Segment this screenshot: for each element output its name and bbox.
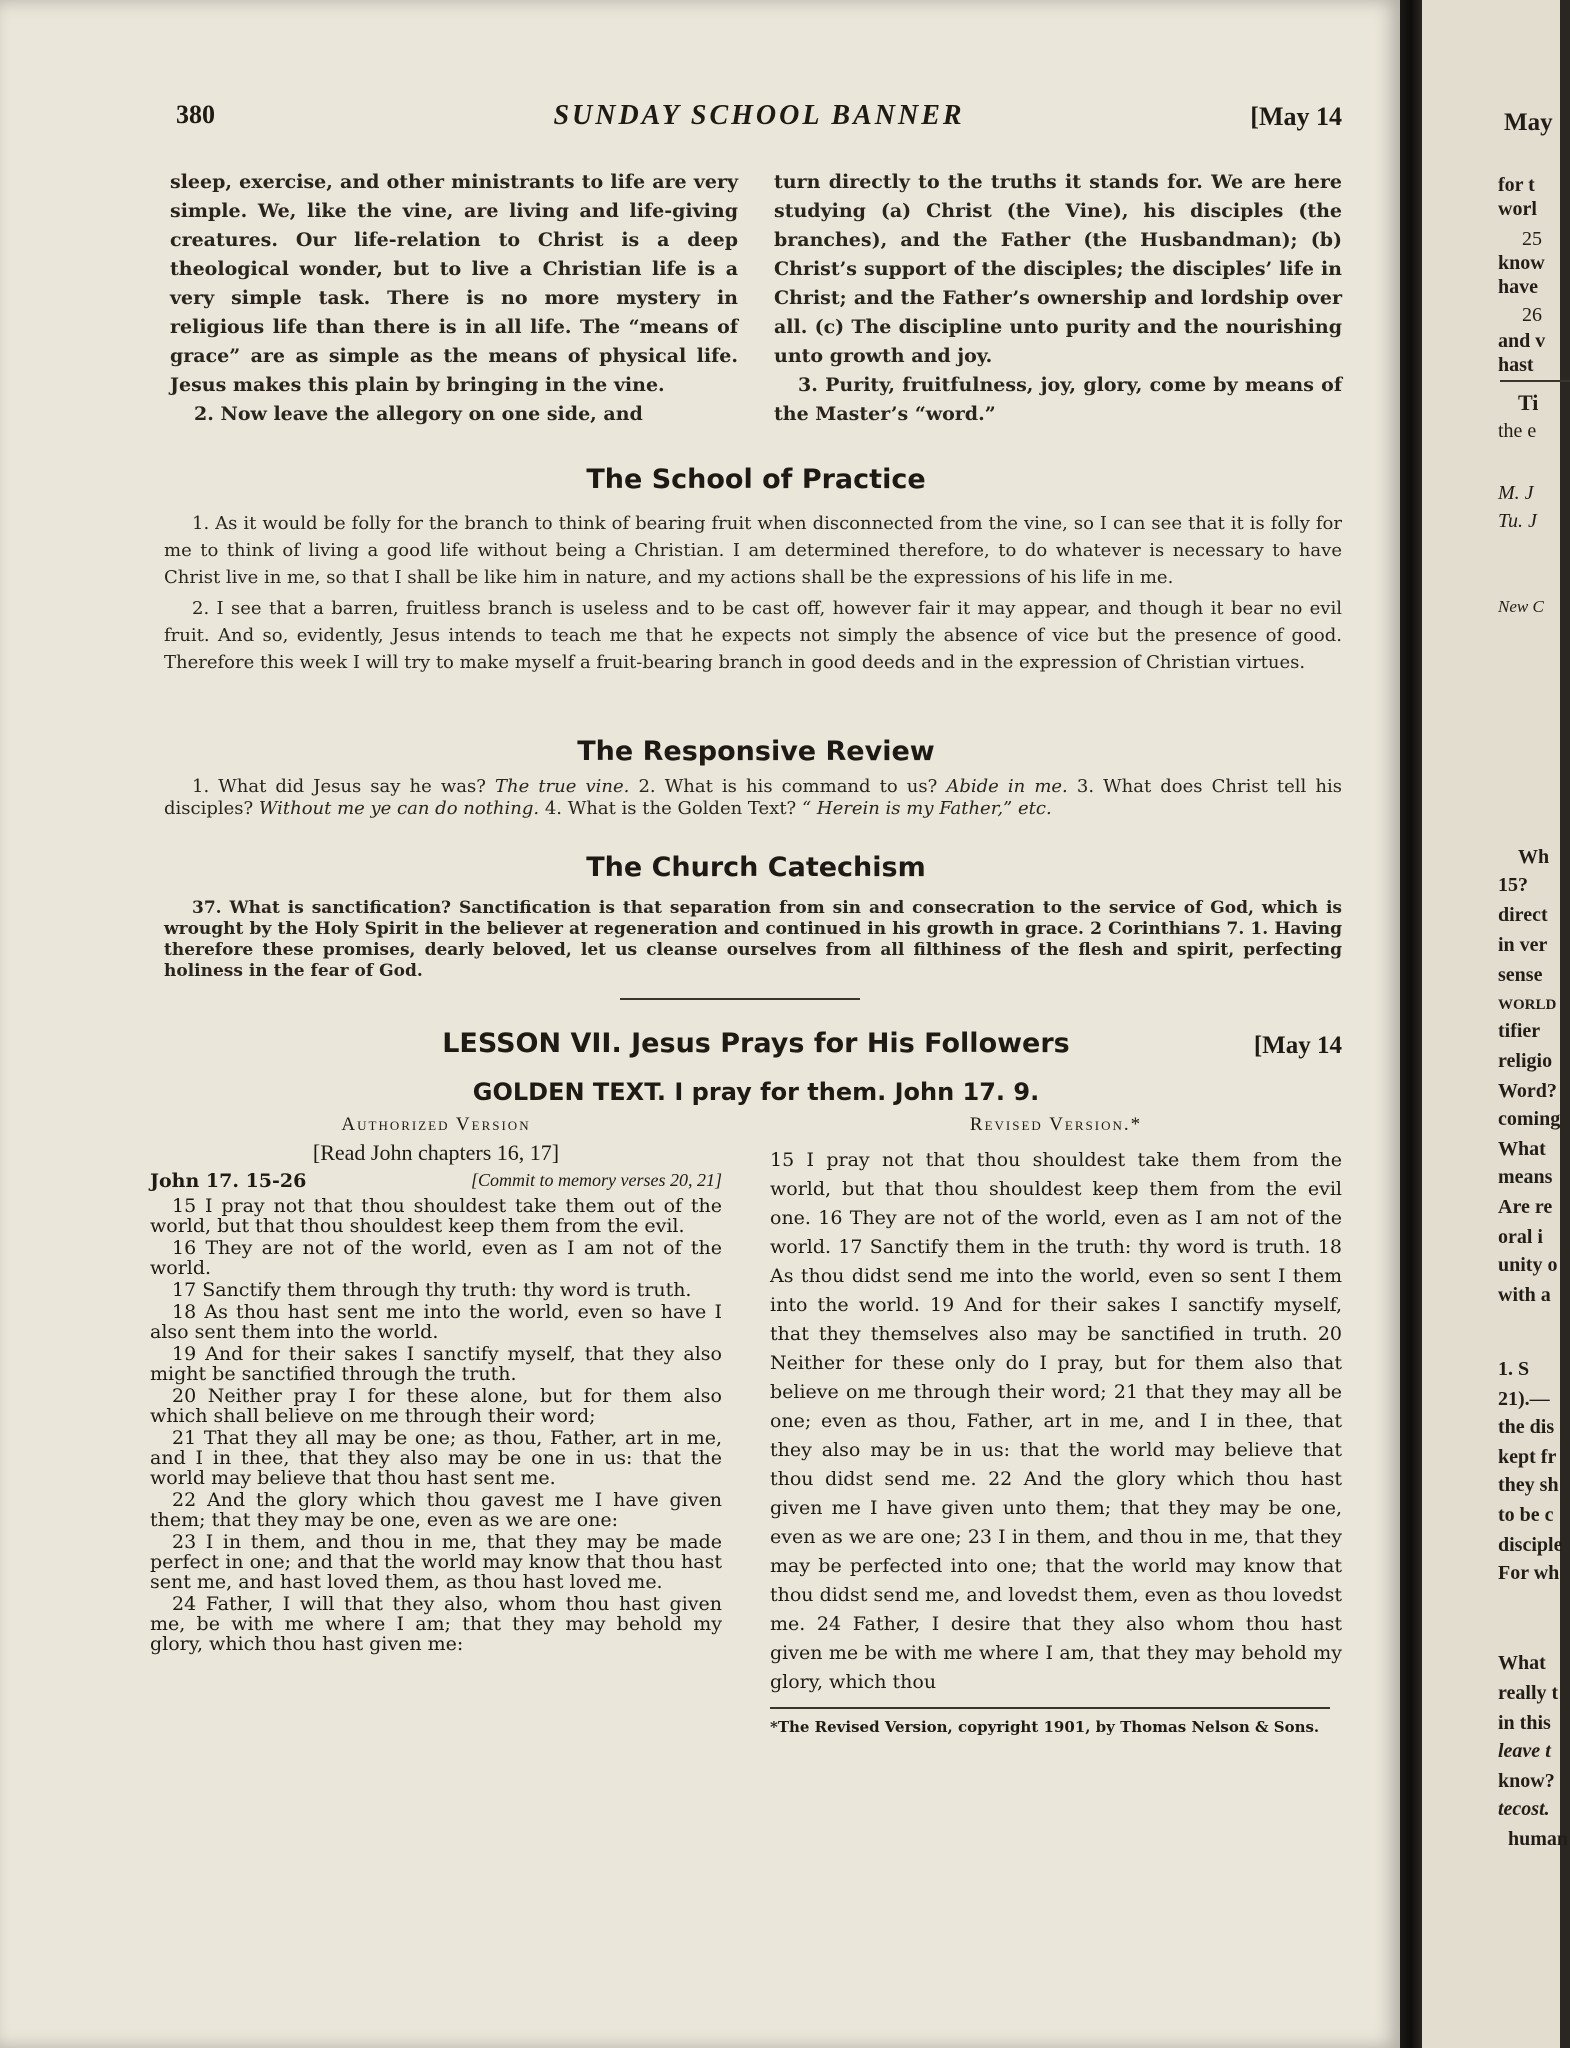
revised-verses: 15 I pray not that thou shouldest take them from the world, but that thou shouldest keep them from the evil one. 16 They are not of the world, even as I am not of the world. 17 Sanctify them in the truth: thy word is truth. 18 As thou didst send me into the world, even so sent I them into the world. 19 And for their sakes I sanctify myself, that they themselves also may be sanctified in truth. 20 Neither for these only do I pray, but for them also that believe on me through their word; 21 that they may all be one; even as thou, Father, art in me, and I in thee, that they also may be in us: that the world may believe that thou didst send me. 22 And the glory which thou hast given me I have given unto them; that they may be one, even as we are one; 23 I in them, and thou in me, that they may be perfected into one; that the world may know that thou didst send me, and lovedst them, even as thou lovedst me. 24 Father, I desire that they also whom thou hast given me be with me where I am, that they may behold my glory, which thou xyxy=(770,1149,1342,1693)
review-answer: Abide in me. xyxy=(946,776,1068,797)
verse: 18 As thou hast sent me into the world, even so have I also sent them into the world. xyxy=(150,1301,722,1343)
church-catechism-heading: The Church Catechism xyxy=(586,852,926,883)
revised-version-heading: Revised Version.* xyxy=(969,1114,1143,1135)
facing-fragment: the e xyxy=(1498,420,1537,442)
responsive-review-body xyxy=(164,776,1342,820)
responsive-review-heading: The Responsive Review xyxy=(577,736,935,767)
header-date: [May 14 xyxy=(1250,102,1342,131)
facing-fragment: know xyxy=(1498,252,1545,274)
facing-fragment: direct xyxy=(1498,904,1548,926)
authorized-version-column xyxy=(150,1114,722,1737)
facing-fragment: What xyxy=(1498,1652,1546,1674)
verse: 24 Father, I will that they also, whom thou hast given me, be with me where I am; that they may behold my glory, which thou hast given me: xyxy=(150,1593,722,1655)
church-catechism-body xyxy=(164,898,1342,982)
facing-rule xyxy=(1500,380,1570,382)
scripture-reference: John 17. 15-26 xyxy=(150,1170,307,1192)
memory-verses: [Commit to memory verses 20, 21] xyxy=(471,1170,722,1190)
facing-fragment: religio xyxy=(1498,1050,1553,1072)
reading-assignment: [Read John chapters 16, 17] xyxy=(312,1140,560,1165)
facing-fragment: 15? xyxy=(1498,874,1528,896)
catechism-text: 37. What is sanctification? Sanctification is that separation from sin and consecration to the service of God, which is wrought by the Holy Spirit in the believer at regeneration and continued in his growth in grace. 2 Corinthians 7. 1. Having therefore these promises, dearly beloved, let us cleanse ourselves from all filthiness of the flesh and spirit, perfecting holiness in the fear of God. xyxy=(164,898,1342,981)
facing-fragment: sense xyxy=(1498,964,1543,986)
facing-fragment: Wh xyxy=(1518,846,1550,868)
facing-fragment: in ver xyxy=(1498,934,1548,956)
authorized-verses xyxy=(150,1196,722,1654)
intro-left-paragraph: 2. Now leave the allegory on one side, and xyxy=(194,403,643,425)
facing-fragment: they sh xyxy=(1498,1474,1559,1496)
practice-paragraph: 2. I see that a barren, fruitless branch is useless and to be cast off, however fair it may appear, and though it bear no evil fruit. And so, evidently, Jesus intends to teach me that he expects not simply the absence of vice but the presence of good. Therefore this week I will try to make myself a fruit-bearing branch in good deeds and in the expression of Christian virtues. xyxy=(164,598,1342,673)
verse: 17 Sanctify them through thy truth: thy word is truth. xyxy=(172,1279,692,1301)
facing-fragment: human xyxy=(1508,1828,1569,1850)
facing-fragment: Word? xyxy=(1498,1080,1557,1102)
facing-fragment: Are re xyxy=(1498,1196,1553,1218)
intro-columns xyxy=(170,168,1342,429)
facing-fragment: and v xyxy=(1498,330,1546,352)
review-answer: The true vine. xyxy=(494,776,630,797)
facing-fragment: 26 xyxy=(1522,304,1542,326)
verse: 20 Neither pray I for these alone, but for them also which shall believe on me through their word; xyxy=(150,1385,722,1427)
page-header xyxy=(176,100,1342,140)
facing-fragment: tecost. xyxy=(1498,1798,1550,1820)
verse: 23 I in them, and thou in me, that they may be made perfect in one; and that the world may know that thou hast sent me, and hast loved them, as thou hast loved me. xyxy=(150,1531,722,1593)
authorized-version-heading: Authorized Version xyxy=(341,1114,531,1135)
review-question: 3. What does Christ tell his disciples? xyxy=(164,776,1342,819)
page-number: 380 xyxy=(176,100,215,129)
facing-fragment: means xyxy=(1498,1166,1553,1188)
review-question: 4. What is the Golden Text? xyxy=(544,798,797,819)
facing-fragment: Tu. J xyxy=(1498,510,1537,532)
facing-fragment: tifier xyxy=(1498,1020,1541,1042)
running-title: SUNDAY SCHOOL BANNER xyxy=(553,100,965,131)
verse: 15 I pray not that thou shouldest take them out of the world, but that thou shouldest keep them from the evil. xyxy=(150,1195,722,1237)
facing-fragment: have xyxy=(1498,276,1538,298)
intro-left-column xyxy=(170,168,738,429)
facing-fragment: with a xyxy=(1498,1284,1551,1306)
facing-fragment: 1. S xyxy=(1498,1358,1530,1380)
facing-fragment: the dis xyxy=(1498,1416,1555,1438)
review-question: 2. What is his command to us? xyxy=(638,776,938,797)
intro-right-paragraph: 3. Purity, fruitfulness, joy, glory, come by means of the Master’s “word.” xyxy=(774,374,1342,425)
facing-page-edge xyxy=(1422,0,1569,2048)
facing-fragment: kept fr xyxy=(1498,1446,1557,1468)
verse: 19 And for their sakes I sanctify myself, that they also might be sanctified through the truth. xyxy=(150,1343,722,1385)
facing-fragment: coming xyxy=(1498,1108,1561,1130)
facing-fragment: to be c xyxy=(1498,1504,1554,1526)
verse: 22 And the glory which thou gavest me I have given them; that they may be one, even as we are one: xyxy=(150,1489,722,1531)
intro-right-paragraph: turn directly to the truths it stands for. We are here studying (a) Christ (the Vine), his disciples (the branches), and the Father (the Husbandman); (b) Christ’s support of the disciples; the disciples’ life in Christ; and the Father’s ownership and lordship over all. (c) The discipline unto purity and the nourishing unto growth and joy. xyxy=(774,171,1342,367)
facing-fragment: in this xyxy=(1498,1712,1551,1734)
facing-fragment: May xyxy=(1504,109,1553,136)
facing-fragment: disciple xyxy=(1498,1534,1563,1556)
facing-fragment: For wh xyxy=(1498,1562,1560,1584)
facing-fragment: hast xyxy=(1498,354,1534,376)
verse: 16 They are not of the world, even as I am not of the world. xyxy=(150,1237,722,1279)
review-answer: Without me ye can do nothing. xyxy=(258,798,540,819)
facing-fragment: What xyxy=(1498,1138,1546,1160)
facing-fragment: 25 xyxy=(1522,228,1542,250)
facing-fragment: Ti xyxy=(1518,390,1539,415)
verse: 21 That they all may be one; as thou, Father, art in me, and I in thee, that they also may be one in us: that the world may believe that thou hast sent me. xyxy=(150,1427,722,1489)
footnote-rule xyxy=(770,1707,1330,1709)
school-of-practice-heading: The School of Practice xyxy=(586,464,926,495)
facing-fragment: 21).— xyxy=(1498,1388,1550,1410)
intro-left-paragraph: sleep, exercise, and other ministrants to life are very simple. We, like the vine, are living and life-giving creatures. Our life-relation to Christ is a deep theological wonder, but to live a Christian life is a very simple task. There is no more mystery in religious life than there is in all life. The “means of grace” are as simple as the means of physical life. Jesus makes this plain by bringing in the vine. xyxy=(170,171,738,396)
scripture-versions xyxy=(150,1114,1342,1737)
school-of-practice-body xyxy=(164,510,1342,676)
review-answer: “ Herein is my Father,” etc. xyxy=(801,798,1052,819)
lesson-date: [May 14 xyxy=(1253,1032,1342,1059)
facing-fragment: really t xyxy=(1498,1682,1559,1704)
facing-fragment: WORLD xyxy=(1498,997,1557,1013)
facing-fragment: for t xyxy=(1498,174,1535,196)
facing-fragment: leave t xyxy=(1498,1740,1551,1762)
golden-text: GOLDEN TEXT. I pray for them. John 17. 9. xyxy=(472,1078,1040,1106)
facing-fragment: unity o xyxy=(1498,1254,1558,1276)
lesson-title-row xyxy=(170,1028,1342,1072)
facing-fragment: M. J xyxy=(1498,482,1534,504)
section-divider xyxy=(620,998,860,1000)
revised-version-column xyxy=(770,1114,1342,1737)
review-question: 1. What did Jesus say he was? xyxy=(192,776,486,797)
book-gutter xyxy=(1400,0,1422,2048)
facing-fragment: know? xyxy=(1498,1770,1555,1792)
lesson-title: LESSON VII. Jesus Prays for His Followers xyxy=(442,1028,1070,1059)
facing-fragment: oral i xyxy=(1498,1226,1543,1248)
intro-right-column xyxy=(774,168,1342,429)
facing-fragment: New C xyxy=(1498,597,1544,616)
scripture-reference-line xyxy=(150,1170,722,1192)
practice-paragraph: 1. As it would be folly for the branch to think of bearing fruit when disconnected from the vine, so I can see that it is folly for me to think of living a good life without being a Christian. I am determined therefore, to do whatever is necessary to have Christ live in me, so that I shall be like him in nature, and my actions shall be the expressions of his life in me. xyxy=(164,513,1342,588)
facing-fragment: worl xyxy=(1498,198,1537,220)
copyright-footnote: *The Revised Version, copyright 1901, by Thomas Nelson & Sons. xyxy=(770,1718,1320,1736)
